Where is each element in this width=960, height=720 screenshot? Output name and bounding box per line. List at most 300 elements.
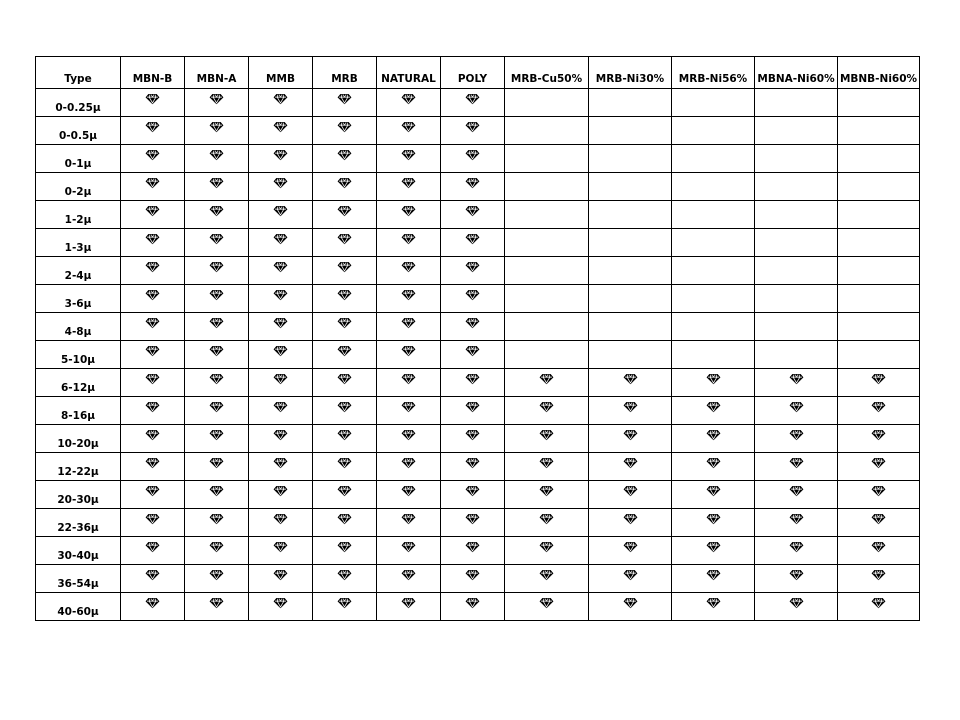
diamond-icon	[273, 261, 288, 273]
table-cell	[121, 145, 185, 173]
table-cell	[672, 145, 755, 173]
diamond-icon	[209, 289, 224, 301]
diamond-icon	[145, 121, 160, 133]
diamond-icon	[465, 149, 480, 161]
diamond-icon	[273, 373, 288, 385]
table-cell	[589, 369, 672, 397]
table-cell	[505, 369, 589, 397]
table-cell	[185, 201, 249, 229]
table-cell	[121, 453, 185, 481]
diamond-icon	[337, 317, 352, 329]
table-cell	[185, 397, 249, 425]
diamond-icon	[273, 177, 288, 189]
diamond-icon	[401, 233, 416, 245]
table-cell	[121, 537, 185, 565]
table-cell	[838, 173, 920, 201]
table-cell	[589, 313, 672, 341]
diamond-icon	[337, 373, 352, 385]
table-row	[36, 257, 920, 285]
diamond-icon	[465, 597, 480, 609]
table-cell	[313, 453, 377, 481]
table-cell	[672, 229, 755, 257]
table-cell	[755, 117, 838, 145]
diamond-icon	[623, 569, 638, 581]
table-cell	[589, 453, 672, 481]
table-cell	[377, 481, 441, 509]
table-cell	[121, 173, 185, 201]
table-cell	[121, 201, 185, 229]
diamond-icon	[871, 569, 886, 581]
table-cell	[755, 481, 838, 509]
diamond-icon	[209, 149, 224, 161]
diamond-icon	[871, 457, 886, 469]
diamond-icon	[209, 317, 224, 329]
diamond-icon	[465, 429, 480, 441]
table-cell	[313, 537, 377, 565]
table-cell	[313, 117, 377, 145]
diamond-icon	[401, 485, 416, 497]
column-header: MMB	[249, 57, 313, 89]
diamond-icon	[789, 401, 804, 413]
table-cell	[121, 341, 185, 369]
table-cell	[505, 145, 589, 173]
diamond-icon	[789, 373, 804, 385]
table-cell	[249, 481, 313, 509]
table-cell	[121, 285, 185, 313]
table-row	[36, 229, 920, 257]
table-row	[36, 537, 920, 565]
diamond-icon	[706, 373, 721, 385]
diamond-icon	[273, 429, 288, 441]
table-cell	[313, 593, 377, 621]
diamond-icon	[401, 261, 416, 273]
size-label: 20-30μ	[36, 481, 121, 509]
table-row	[36, 565, 920, 593]
table-cell	[505, 285, 589, 313]
table-cell	[838, 285, 920, 313]
table-cell	[589, 425, 672, 453]
table-cell	[441, 89, 505, 117]
table-cell	[441, 593, 505, 621]
diamond-icon	[401, 289, 416, 301]
diamond-icon	[465, 205, 480, 217]
table-cell	[755, 89, 838, 117]
table-cell	[838, 425, 920, 453]
table-row	[36, 481, 920, 509]
table-cell	[505, 425, 589, 453]
diamond-icon	[273, 401, 288, 413]
table-cell	[313, 145, 377, 173]
size-label: 12-22μ	[36, 453, 121, 481]
table-cell	[838, 593, 920, 621]
diamond-icon	[273, 205, 288, 217]
table-cell	[249, 453, 313, 481]
table-cell	[121, 425, 185, 453]
diamond-icon	[465, 345, 480, 357]
table-cell	[441, 173, 505, 201]
table-cell	[838, 145, 920, 173]
table-cell	[589, 481, 672, 509]
size-label: 0-0.5μ	[36, 117, 121, 145]
diamond-icon	[401, 513, 416, 525]
table-cell	[249, 313, 313, 341]
table-cell	[313, 481, 377, 509]
table-cell	[377, 453, 441, 481]
diamond-icon	[871, 401, 886, 413]
diamond-icon	[465, 121, 480, 133]
table-cell	[589, 537, 672, 565]
table-cell	[589, 509, 672, 537]
diamond-icon	[273, 289, 288, 301]
diamond-icon	[337, 205, 352, 217]
table-cell	[249, 537, 313, 565]
diamond-icon	[209, 429, 224, 441]
table-cell	[838, 229, 920, 257]
table-cell	[377, 397, 441, 425]
table-cell	[249, 565, 313, 593]
diamond-icon	[145, 261, 160, 273]
diamond-icon	[337, 233, 352, 245]
table-cell	[185, 285, 249, 313]
table-cell	[185, 369, 249, 397]
diamond-icon	[145, 289, 160, 301]
table-cell	[838, 341, 920, 369]
table-cell	[755, 257, 838, 285]
size-label: 30-40μ	[36, 537, 121, 565]
diamond-icon	[145, 317, 160, 329]
size-label: 1-3μ	[36, 229, 121, 257]
size-label: 0-2μ	[36, 173, 121, 201]
diamond-icon	[401, 457, 416, 469]
table-cell	[755, 229, 838, 257]
diamond-icon	[465, 569, 480, 581]
table-cell	[838, 481, 920, 509]
diamond-icon	[401, 317, 416, 329]
diamond-icon	[623, 513, 638, 525]
table-cell	[313, 565, 377, 593]
diamond-icon	[145, 401, 160, 413]
table-cell	[589, 565, 672, 593]
diamond-icon	[145, 345, 160, 357]
table-cell	[121, 397, 185, 425]
diamond-icon	[539, 457, 554, 469]
diamond-icon	[539, 569, 554, 581]
size-label: 4-8μ	[36, 313, 121, 341]
diamond-icon	[871, 373, 886, 385]
table-cell	[121, 117, 185, 145]
table-cell	[377, 89, 441, 117]
table-cell	[755, 425, 838, 453]
diamond-icon	[401, 345, 416, 357]
diamond-icon	[209, 205, 224, 217]
table-cell	[185, 257, 249, 285]
column-header: MBN-A	[185, 57, 249, 89]
diamond-icon	[209, 541, 224, 553]
table-cell	[441, 537, 505, 565]
type-header: Type	[36, 57, 121, 89]
table-cell	[672, 313, 755, 341]
diamond-icon	[209, 93, 224, 105]
column-header: MRB-Cu50%	[505, 57, 589, 89]
diamond-icon	[145, 205, 160, 217]
table-cell	[589, 173, 672, 201]
table-cell	[589, 201, 672, 229]
diamond-icon	[145, 429, 160, 441]
table-cell	[441, 341, 505, 369]
table-row	[36, 285, 920, 313]
diamond-icon	[401, 597, 416, 609]
table-cell	[377, 173, 441, 201]
diamond-icon	[539, 401, 554, 413]
table-row	[36, 369, 920, 397]
diamond-icon	[465, 233, 480, 245]
diamond-icon	[789, 485, 804, 497]
table-cell	[589, 593, 672, 621]
diamond-icon	[273, 233, 288, 245]
table-cell	[313, 425, 377, 453]
table-row	[36, 313, 920, 341]
diamond-icon	[273, 569, 288, 581]
diamond-icon	[401, 149, 416, 161]
diamond-icon	[871, 513, 886, 525]
table-cell	[505, 201, 589, 229]
table-row	[36, 117, 920, 145]
column-header: MRB-Ni56%	[672, 57, 755, 89]
diamond-icon	[337, 541, 352, 553]
table-cell	[249, 201, 313, 229]
table-cell	[505, 565, 589, 593]
table-cell	[838, 257, 920, 285]
table-cell	[441, 229, 505, 257]
diamond-icon	[465, 93, 480, 105]
diamond-icon	[401, 121, 416, 133]
table-cell	[672, 285, 755, 313]
diamond-icon	[465, 261, 480, 273]
table-cell	[838, 537, 920, 565]
diamond-icon	[401, 373, 416, 385]
diamond-icon	[273, 317, 288, 329]
table-cell	[441, 425, 505, 453]
table-cell	[249, 285, 313, 313]
table-cell	[755, 453, 838, 481]
table-cell	[755, 369, 838, 397]
table-cell	[121, 229, 185, 257]
table-cell	[672, 173, 755, 201]
table-cell	[838, 565, 920, 593]
diamond-icon	[706, 541, 721, 553]
diamond-icon	[337, 261, 352, 273]
diamond-icon	[337, 429, 352, 441]
table-cell	[377, 145, 441, 173]
table-row	[36, 593, 920, 621]
table-row	[36, 425, 920, 453]
table-cell	[755, 145, 838, 173]
diamond-icon	[145, 233, 160, 245]
table-cell	[313, 173, 377, 201]
diamond-icon	[539, 513, 554, 525]
table-cell	[313, 369, 377, 397]
table-cell	[249, 117, 313, 145]
table-cell	[249, 369, 313, 397]
diamond-icon	[337, 121, 352, 133]
diamond-icon	[337, 597, 352, 609]
table-row	[36, 201, 920, 229]
table-cell	[589, 229, 672, 257]
table-cell	[249, 509, 313, 537]
diamond-icon	[145, 93, 160, 105]
diamond-icon	[623, 597, 638, 609]
table-cell	[838, 201, 920, 229]
table-cell	[185, 173, 249, 201]
diamond-icon	[706, 569, 721, 581]
table-cell	[441, 201, 505, 229]
diamond-icon	[145, 513, 160, 525]
table-cell	[121, 509, 185, 537]
table-cell	[755, 173, 838, 201]
table-cell	[672, 509, 755, 537]
table-cell	[377, 565, 441, 593]
diamond-icon	[871, 597, 886, 609]
table-cell	[672, 481, 755, 509]
table-cell	[441, 481, 505, 509]
diamond-icon	[337, 93, 352, 105]
diamond-icon	[706, 457, 721, 469]
table-cell	[838, 509, 920, 537]
size-label: 22-36μ	[36, 509, 121, 537]
table-row	[36, 89, 920, 117]
header-row	[36, 57, 920, 89]
table-cell	[249, 257, 313, 285]
diamond-icon	[465, 541, 480, 553]
table-cell	[377, 313, 441, 341]
diamond-icon	[401, 429, 416, 441]
table-cell	[313, 285, 377, 313]
table-cell	[377, 257, 441, 285]
diamond-icon	[145, 569, 160, 581]
diamond-icon	[209, 597, 224, 609]
table-cell	[441, 285, 505, 313]
size-label: 0-0.25μ	[36, 89, 121, 117]
table-cell	[377, 537, 441, 565]
table-cell	[838, 313, 920, 341]
table-cell	[589, 397, 672, 425]
table-cell	[672, 341, 755, 369]
table-cell	[121, 369, 185, 397]
table-cell	[313, 313, 377, 341]
diamond-icon	[273, 93, 288, 105]
table-cell	[672, 257, 755, 285]
size-label: 40-60μ	[36, 593, 121, 621]
diamond-icon	[273, 345, 288, 357]
table-cell	[185, 229, 249, 257]
size-label: 2-4μ	[36, 257, 121, 285]
table-cell	[505, 397, 589, 425]
table-cell	[377, 593, 441, 621]
table-cell	[505, 313, 589, 341]
diamond-icon	[401, 401, 416, 413]
diamond-icon	[789, 513, 804, 525]
diamond-icon	[145, 177, 160, 189]
table-row	[36, 397, 920, 425]
diamond-icon	[209, 485, 224, 497]
diamond-icon	[465, 457, 480, 469]
column-header: MBN-B	[121, 57, 185, 89]
table-cell	[121, 593, 185, 621]
diamond-icon	[706, 513, 721, 525]
diamond-icon	[871, 541, 886, 553]
table-cell	[755, 397, 838, 425]
table-cell	[755, 285, 838, 313]
table-cell	[838, 369, 920, 397]
diamond-icon	[539, 541, 554, 553]
table-cell	[313, 397, 377, 425]
table-cell	[672, 369, 755, 397]
diamond-icon	[337, 569, 352, 581]
diamond-icon	[209, 457, 224, 469]
diamond-icon	[706, 485, 721, 497]
size-label: 36-54μ	[36, 565, 121, 593]
diamond-icon	[539, 429, 554, 441]
table-cell	[377, 285, 441, 313]
diamond-icon	[209, 345, 224, 357]
table-cell	[441, 257, 505, 285]
column-header: MRB	[313, 57, 377, 89]
table-cell	[505, 509, 589, 537]
table-cell	[672, 453, 755, 481]
diamond-icon	[623, 373, 638, 385]
table-cell	[249, 341, 313, 369]
diamond-icon	[539, 597, 554, 609]
diamond-icon	[623, 485, 638, 497]
diamond-icon	[145, 457, 160, 469]
diamond-icon	[465, 317, 480, 329]
diamond-icon	[706, 401, 721, 413]
table-cell	[755, 565, 838, 593]
diamond-icon	[337, 401, 352, 413]
diamond-availability-table	[35, 56, 920, 621]
size-label: 5-10μ	[36, 341, 121, 369]
table-cell	[121, 313, 185, 341]
table-cell	[377, 425, 441, 453]
table-cell	[672, 117, 755, 145]
table-cell	[121, 257, 185, 285]
table-cell	[185, 117, 249, 145]
table-cell	[838, 397, 920, 425]
size-label: 0-1μ	[36, 145, 121, 173]
table-cell	[185, 565, 249, 593]
table-row	[36, 145, 920, 173]
diamond-icon	[273, 485, 288, 497]
table-cell	[121, 481, 185, 509]
table-cell	[441, 453, 505, 481]
diamond-icon	[273, 149, 288, 161]
table-cell	[185, 593, 249, 621]
diamond-icon	[209, 373, 224, 385]
table-cell	[505, 89, 589, 117]
diamond-icon	[789, 429, 804, 441]
size-label: 3-6μ	[36, 285, 121, 313]
table-row	[36, 341, 920, 369]
diamond-icon	[401, 541, 416, 553]
diamond-icon	[145, 373, 160, 385]
diamond-icon	[465, 289, 480, 301]
diamond-icon	[337, 149, 352, 161]
diamond-icon	[145, 541, 160, 553]
table-cell	[672, 425, 755, 453]
table-body	[36, 57, 920, 621]
table-cell	[121, 89, 185, 117]
diamond-icon	[789, 597, 804, 609]
